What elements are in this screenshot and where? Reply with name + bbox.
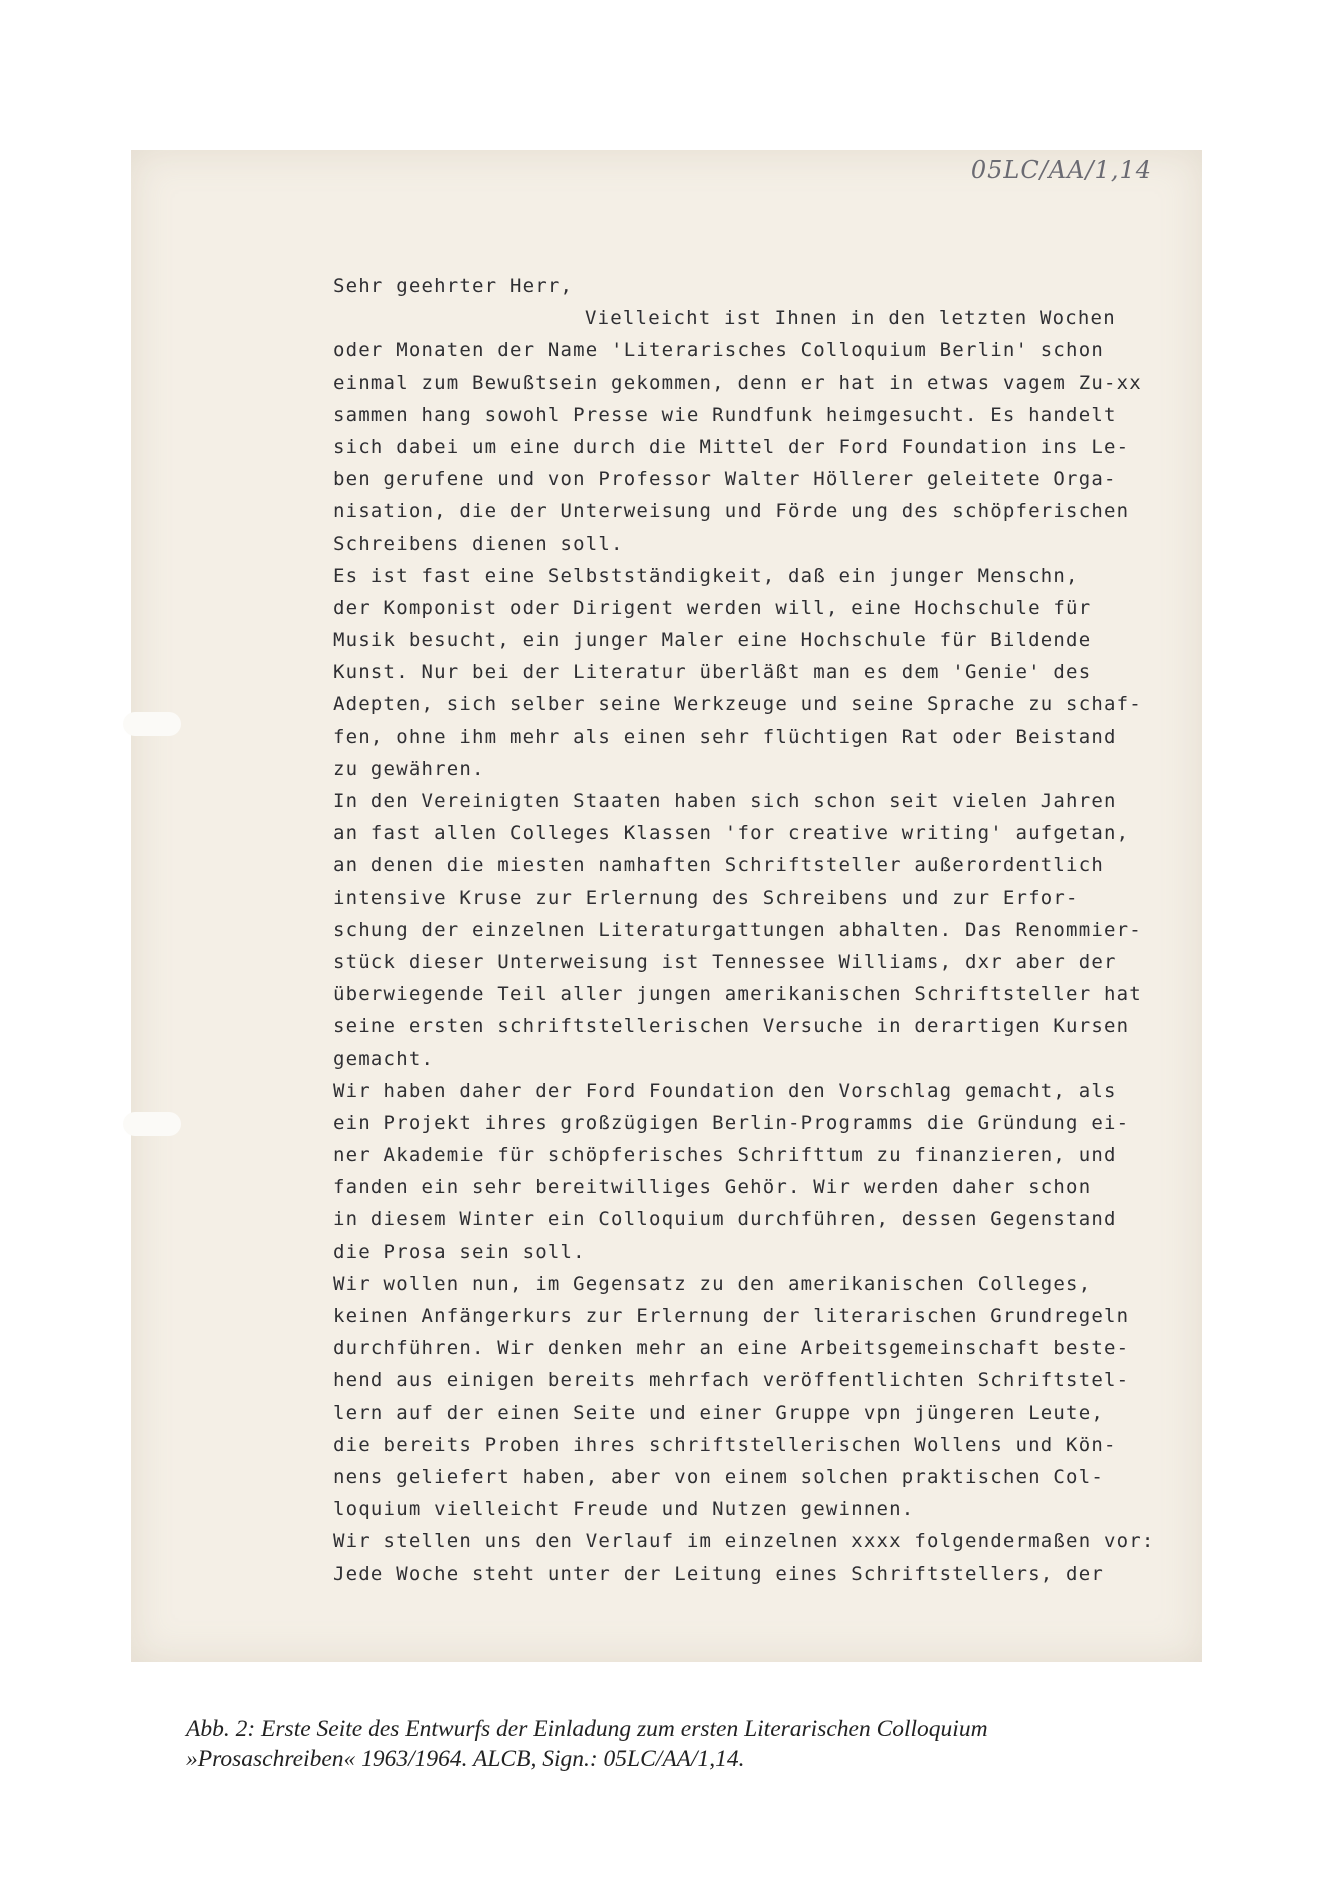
- letter-line: nisation, die der Unterweisung und Förde ung des schöpferischen: [333, 500, 1130, 523]
- letter-line: lern auf der einen Seite und einer Gruppe vpn jüngeren Leute,: [333, 1401, 1104, 1424]
- letter-line: an fast allen Colleges Klassen 'for creative writing' aufgetan,: [333, 822, 1130, 845]
- letter-line: zu gewähren.: [333, 757, 485, 780]
- letter-line: sammen hang sowohl Presse wie Rundfunk heimgesucht. Es handelt: [333, 403, 1117, 426]
- letter-line: Wir wollen nun, im Gegensatz zu den amerikanischen Colleges,: [333, 1272, 1092, 1295]
- letter-line: schung der einzelnen Literaturgattungen abhalten. Das Renommier-: [333, 918, 1142, 941]
- scanned-letter-page: [131, 150, 1202, 1662]
- letter-line: in diesem Winter ein Colloquium durchführen, dessen Gegenstand: [333, 1208, 1117, 1231]
- letter-line: die bereits Proben ihres schriftstellerischen Wollens und Kön-: [333, 1433, 1117, 1456]
- letter-line: In den Vereinigten Staaten haben sich schon seit vielen Jahren: [333, 790, 1117, 812]
- letter-line: Es ist fast eine Selbstständigkeit, daß ein junger Menschn,: [333, 564, 1079, 587]
- letter-line: oder Monaten der Name 'Literarisches Colloquium Berlin' schon: [333, 339, 1104, 362]
- letter-line: keinen Anfängerkurs zur Erlernung der literarischen Grundregeln: [333, 1305, 1130, 1327]
- letter-line: hend aus einigen bereits mehrfach veröffentlichten Schriftstel-: [333, 1369, 1130, 1392]
- letter-line: Musik besucht, ein junger Maler eine Hochschule für Bildende: [333, 629, 1092, 652]
- punch-hole-bottom: [123, 1112, 181, 1136]
- figure-caption: [186, 1714, 1186, 1774]
- letter-line: Kunst. Nur bei der Literatur überläßt man es dem 'Genie' des: [333, 661, 1092, 684]
- archive-signature-handwritten: 05LC/AA/1,14: [970, 156, 1152, 184]
- letter-line: an denen die miesten namhaften Schriftsteller außerordentlich: [333, 854, 1104, 877]
- letter-line: ben gerufene und von Professor Walter Höllerer geleitete Orga-: [333, 468, 1117, 491]
- letter-line: einmal zum Bewußtsein gekommen, denn er hat in etwas vagem Zu-xx: [333, 371, 1142, 394]
- letter-line: sich dabei um eine durch die Mittel der Ford Foundation ins Le-: [333, 435, 1130, 458]
- letter-line: fanden ein sehr bereitwilliges Gehör. Wir werden daher schon: [333, 1176, 1092, 1199]
- letter-line: Schreibens dienen soll.: [333, 532, 624, 555]
- typewritten-letter: [333, 270, 1203, 1590]
- letter-line: ner Akademie für schöpferisches Schrifttum zu finanzieren, und: [333, 1144, 1117, 1167]
- caption-line-1: Abb. 2: Erste Seite des Entwurfs der Einladung zum ersten Literarischen Colloquium: [186, 1716, 988, 1742]
- letter-line: gemacht.: [333, 1047, 435, 1070]
- letter-line: stück dieser Unterweisung ist Tennessee Williams, dxr aber der: [333, 950, 1117, 973]
- letter-line: Adepten, sich selber seine Werkzeuge und seine Sprache zu schaf-: [333, 693, 1142, 716]
- letter-line: seine ersten schriftstellerischen Versuche in derartigen Kursen: [333, 1015, 1130, 1038]
- letter-line: nens geliefert haben, aber von einem solchen praktischen Col-: [333, 1465, 1104, 1488]
- letter-line: die Prosa sein soll.: [333, 1240, 586, 1263]
- letter-salutation: Sehr geehrter Herr,: [333, 275, 574, 297]
- letter-line: ein Projekt ihres großzügigen Berlin-Programms die Gründung ei-: [333, 1111, 1130, 1134]
- letter-line: Wir stellen uns den Verlauf im einzelnen xxxx folgendermaßen vor:: [333, 1530, 1155, 1553]
- letter-line: fen, ohne ihm mehr als einen sehr flüchtigen Rat oder Beistand: [333, 725, 1117, 748]
- letter-line: überwiegende Teil aller jungen amerikanischen Schriftsteller hat: [333, 983, 1142, 1006]
- letter-line: intensive Kruse zur Erlernung des Schreibens und zur Erfor-: [333, 886, 1079, 909]
- letter-line: der Komponist oder Dirigent werden will, eine Hochschule für: [333, 596, 1092, 619]
- letter-line: Jede Woche steht unter der Leitung eines Schriftstellers, der: [333, 1562, 1104, 1585]
- letter-line: loquium vielleicht Freude und Nutzen gewinnen.: [333, 1498, 915, 1521]
- letter-line: Wir haben daher der Ford Foundation den Vorschlag gemacht, als: [333, 1079, 1117, 1102]
- caption-line-2: »Prosaschreiben« 1963/1964. ALCB, Sign.: 05LC/AA/1,14.: [186, 1746, 745, 1772]
- letter-line: Vielleicht ist Ihnen in den letzten Wochen: [585, 307, 1116, 330]
- letter-line: durchführen. Wir denken mehr an eine Arbeitsgemeinschaft beste-: [333, 1337, 1130, 1360]
- punch-hole-top: [123, 712, 181, 736]
